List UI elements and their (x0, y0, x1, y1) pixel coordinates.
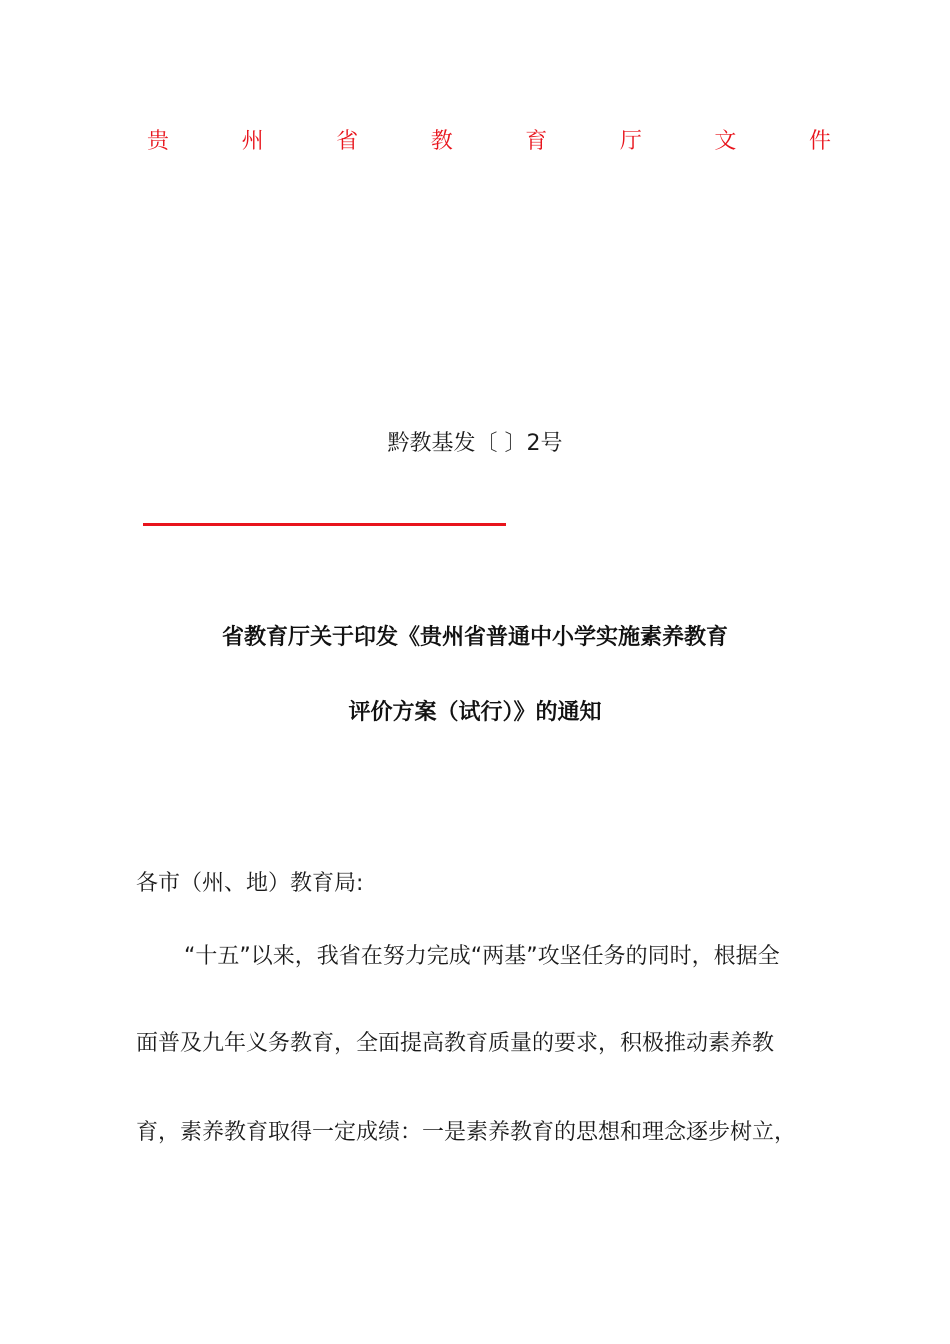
header-char: 省 (336, 129, 359, 154)
header-char: 文 (714, 129, 737, 154)
body-text-line: “十五”以来，我省在努力完成“两基”攻坚任务的同时，根据全 (184, 944, 780, 969)
red-divider-line (143, 523, 506, 526)
body-text-line: 育，素养教育取得一定成绩：一是素养教育的思想和理念逐步树立， (136, 1120, 797, 1145)
header-char: 厅 (619, 129, 642, 154)
document-title-line-2: 评价方案（试行）》的通知 (348, 700, 602, 725)
header-char: 州 (241, 129, 264, 154)
header-char: 育 (525, 129, 548, 154)
header-char: 教 (430, 129, 453, 154)
salutation: 各市（州、地）教育局: (136, 871, 364, 896)
header-char: 贵 (147, 129, 170, 154)
document-number: 黔教基发〔 〕2号 (387, 431, 563, 456)
document-title-line-1: 省教育厅关于印发《贵州省普通中小学实施素养教育 (221, 625, 728, 650)
body-text-line: 面普及九年义务教育，全面提高教育质量的要求，积极推动素养教 (136, 1031, 775, 1056)
header-char: 件 (808, 129, 831, 154)
document-header (147, 126, 831, 158)
